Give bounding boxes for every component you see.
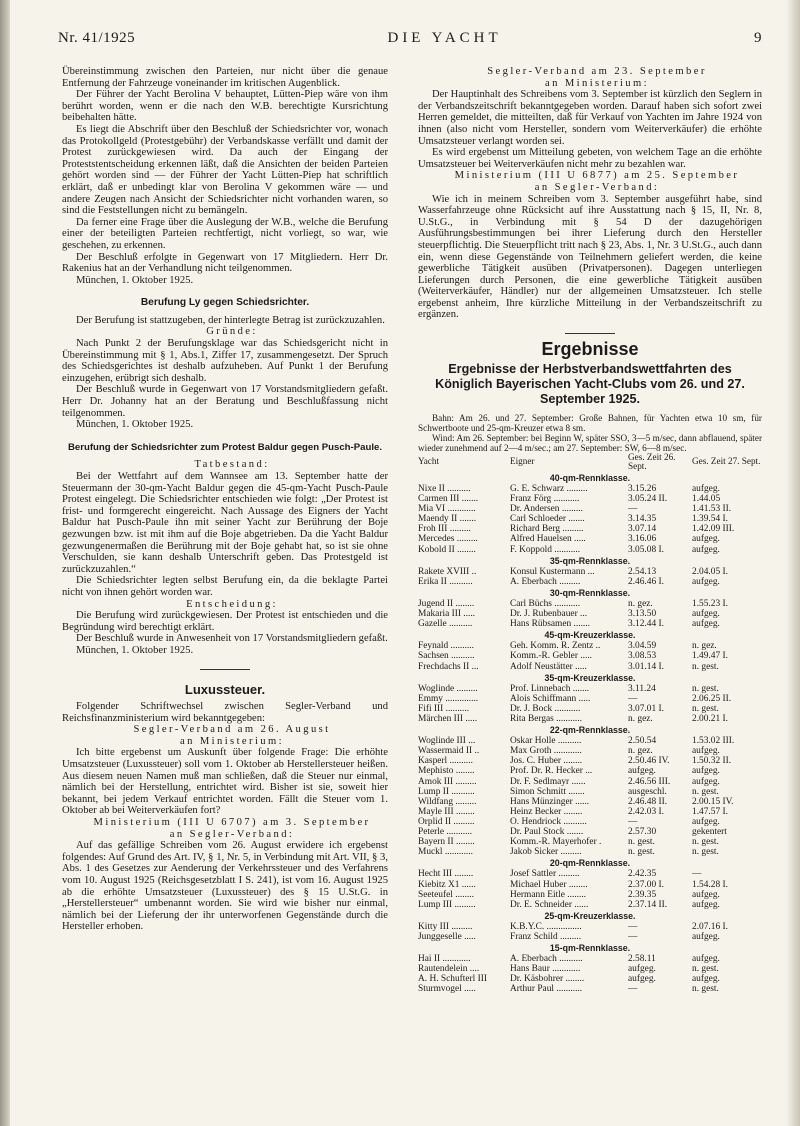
yacht-name: Peterle ...........: [418, 827, 473, 838]
class-heading-row: [418, 910, 762, 922]
paragraph: Der Beschluß wurde in Anwesenheit von 17 Vorstandsmitgliedern gefaßt.: [76, 633, 388, 645]
result-row: [418, 954, 762, 964]
time-27-sept: aufgeg.: [692, 619, 720, 630]
time-26-sept: 2.46.56 III.: [628, 776, 671, 787]
yacht-name: Jugend II ........: [418, 598, 475, 609]
yacht-name: A. H. Schufterl III: [418, 974, 487, 985]
time-26-sept: 3.13.50: [628, 609, 657, 620]
yacht-name: Carmen III .......: [418, 494, 479, 505]
time-26-sept: 3.05.08 I.: [628, 544, 664, 555]
subheading: Tatbestand:: [194, 459, 270, 471]
section-heading-luxussteuer: Luxussteuer.: [184, 681, 266, 697]
yacht-name: Maendy II .......: [418, 514, 477, 525]
result-row: [418, 641, 762, 651]
time-26-sept: 3.07.01 I.: [628, 703, 664, 714]
owner-name: Rita Bergas ...........: [510, 714, 582, 724]
paragraph: Es wird ergebenst um Mitteilung gebeten, von welchem Tage an die erhöhte Umsatzsteuer bei Weiterverkäufen nicht mehr zu bezahlen war.: [418, 147, 762, 170]
time-26-sept: ausgeschl.: [628, 786, 667, 797]
right-column: [418, 66, 762, 995]
yacht-name: Feynald ..........: [418, 641, 474, 652]
yacht-name: Mia VI ............: [418, 504, 476, 515]
divider: [565, 333, 615, 334]
time-27-sept: n. gest.: [692, 683, 719, 694]
class-heading: 22-qm-Rennklasse.: [549, 725, 631, 736]
result-row: [418, 922, 762, 932]
col-header: Yacht: [418, 456, 440, 467]
results-header-row: [418, 453, 762, 472]
time-26-sept: 2.50.54: [628, 736, 657, 747]
owner-name: A. Eberbach ..........: [510, 954, 583, 965]
owner-name: Alois Schiffmann .....: [510, 693, 591, 704]
class-heading-row: [418, 629, 762, 641]
time-26-sept: n. gez.: [628, 746, 653, 757]
time-27-sept: aufgeg.: [692, 931, 720, 942]
letter-heading: an Segler-Verband:: [169, 828, 295, 840]
time-27-sept: 1.50.32 II.: [692, 756, 732, 767]
result-row: [418, 777, 762, 787]
owner-name: Franz Schild .........: [510, 931, 582, 942]
yacht-name: Kasperl ..........: [418, 756, 473, 767]
yacht-name: Gazelle ..........: [418, 619, 473, 630]
class-heading: 45-qm-Kreuzerklasse.: [544, 630, 636, 641]
result-row: [418, 545, 762, 555]
yacht-name: Muckl ............: [418, 847, 473, 858]
owner-name: Max Groth ............: [510, 746, 582, 757]
subheading: Gründe:: [206, 326, 258, 338]
paragraph: Der Beschluß erfolgte in Gegenwart von 17 Mitgliedern. Herr Dr. Rakenius hat an der Verhandlung nicht teilgenommen.: [62, 251, 388, 275]
time-27-sept: 1.54.28 I.: [692, 879, 728, 890]
time-26-sept: 2.46.48 II.: [628, 796, 668, 807]
owner-name: Josef Sattler .........: [510, 869, 580, 880]
time-26-sept: aufgeg.: [628, 964, 656, 975]
owner-name: Hermann Eitle ........: [510, 889, 587, 900]
letter-heading: an Ministerium:: [180, 735, 284, 747]
owner-name: Dr. E. Schneider ......: [510, 899, 589, 910]
time-27-sept: 1.49.47 I.: [692, 651, 728, 662]
letter-heading: Segler-Verband am 26. August: [133, 724, 331, 736]
result-row: [418, 890, 762, 900]
yacht-name: Froh III .........: [418, 524, 471, 535]
time-27-sept: 1.44.05: [692, 494, 721, 505]
course-note: Bahn: Am 26. und 27. September: Große Bahnen, für Yachten etwa 10 sm, für Schwertboote und 25-qm-Kreuzer etwa 8 sm.: [418, 412, 762, 433]
wind-note: Wind: Am 26. September: bei Beginn W, später SSO, 3—5 m/sec, dann abflauend, später wieder zunehmend auf 2—4 m/sec.; am 27. September: SW, 6—8 m/sec.: [418, 432, 762, 453]
yacht-name: Mayle III ........: [418, 806, 475, 817]
result-row: [418, 984, 762, 994]
paragraph: Die Schiedsrichter legten selbst Berufung ein, da die beklagte Partei nicht von ihnen gehört worden war.: [62, 575, 388, 598]
owner-name: Heinz Becker ........: [510, 806, 583, 817]
result-row: [418, 619, 762, 629]
result-row: [418, 964, 762, 974]
time-27-sept: 1.53.02 III.: [692, 736, 735, 747]
time-26-sept: n. gest.: [628, 847, 655, 858]
time-26-sept: 2.46.46 I.: [628, 576, 664, 587]
time-27-sept: aufgeg.: [692, 576, 720, 587]
time-27-sept: 2.06.25 II.: [692, 693, 732, 704]
yacht-name: Mercedes .........: [418, 534, 478, 545]
owner-name: Richard Berg .........: [510, 524, 584, 535]
result-row: [418, 817, 762, 827]
paragraph: Der Hauptinhalt des Schreibens vom 3. September ist kürzlich den Seglern in der Verbandszeitschrift bekanntgegeben worden. Darauf haben sich sofort zwei Herren gemeldet, die mitteilten, daß für Verkauf von Yachten im Jahre 1924 von ihnen (also nicht vom Hersteller, sondern vom Weiterverkäufer) die erhöhte Umsatzsteuer verlangt worden sei.: [418, 89, 762, 147]
owner-name: Hans Baur ............: [510, 964, 581, 975]
page-binding-edge: [0, 0, 10, 1126]
result-row: [418, 932, 762, 942]
result-row: [418, 609, 762, 619]
result-row: [418, 900, 762, 910]
time-26-sept: 3.15.26: [628, 483, 657, 494]
owner-name: Dr. J. Rubenbauer ...: [510, 609, 588, 620]
page-number: 9: [753, 30, 762, 46]
result-row: [418, 766, 762, 776]
owner-name: Konsul Kustermann ...: [510, 566, 595, 577]
owner-name: Carl Schloeder .......: [510, 514, 585, 525]
time-27-sept: aufgeg.: [692, 974, 720, 985]
owner-name: Michael Huber ........: [510, 879, 588, 890]
owner-name: K.B.Y.C. ...............: [510, 921, 582, 932]
yacht-name: Wildfang .........: [418, 796, 477, 807]
yacht-name: Bayern II ........: [418, 837, 475, 848]
time-27-sept: aufgeg.: [692, 746, 720, 757]
owner-name: G. E. Schwarz .........: [510, 483, 588, 494]
yacht-name: Sturmvogel .....: [418, 984, 476, 995]
time-27-sept: 1.47.57 I.: [692, 806, 728, 817]
time-27-sept: aufgeg.: [692, 534, 720, 545]
page-header: [58, 30, 762, 50]
letter-heading: an Segler-Verband:: [534, 181, 660, 193]
letter-heading: Segler-Verband am 23. September: [487, 66, 707, 77]
result-row: [418, 524, 762, 534]
result-row: [418, 837, 762, 847]
time-26-sept: 2.58.11: [628, 954, 656, 965]
paragraph: Da ferner eine Frage über die Auslegung der W.B., welche die Berufung einer der beteiligten Parteien rechtfertigt, nicht vorliegt, so war, wie geschehen, zu erkennen.: [62, 216, 388, 251]
owner-name: Hans Rübsamen .......: [510, 619, 590, 630]
result-row: [418, 736, 762, 746]
yacht-name: Sachsen ..........: [418, 651, 475, 662]
owner-name: Alfred Hauelsen .....: [510, 534, 586, 545]
result-row: [418, 704, 762, 714]
time-26-sept: —: [628, 693, 638, 704]
class-heading: 40-qm-Rennklasse.: [549, 472, 631, 483]
time-27-sept: n. gest.: [692, 703, 719, 714]
result-row: [418, 787, 762, 797]
time-27-sept: 2.00.15 IV.: [692, 796, 734, 807]
time-26-sept: —: [628, 504, 638, 515]
owner-name: O. Hendriock ..........: [510, 816, 587, 827]
time-26-sept: 3.14.35: [628, 514, 657, 525]
result-row: [418, 514, 762, 524]
results-title: Ergebnisse der Herbstverbandswettfahrten des Königlich Bayerischen Yacht-Clubs vom 26. und 27. September 1925.: [435, 361, 745, 406]
owner-name: Dr. Andersen .........: [510, 504, 583, 515]
time-26-sept: —: [628, 921, 638, 932]
result-row: [418, 694, 762, 704]
yacht-name: Lump II ..........: [418, 786, 475, 797]
yacht-name: Frechdachs II ...: [418, 661, 479, 672]
time-27-sept: aufgeg.: [692, 816, 720, 827]
owner-name: Hans Münzinger ......: [510, 796, 590, 807]
yacht-name: Nixe II ..........: [418, 483, 471, 494]
result-row: [418, 746, 762, 756]
paragraph: Wie ich in meinem Schreiben vom 3. September ausgeführt habe, sind Wasserfahrzeuge ohne Rücksicht auf ihre Ausstattung nach § 15, II, Nr. 8, U.St.G., in Verbindung mit § 54 D der dazugehörigen Ausführungsbestimmungen bei ihrer Lieferung durch den Hersteller steuerpflichtig. Die Steuerpflicht tritt nach § 23, Abs. 1, Nr. 3 U.St.G., auch dann ein, wenn diese Gegenstände von Teilnehmern geliefert werden, die keine gewerbliche Tätigkeit ausüben (Privatpersonen). Dagegen unterliegen Lieferungen durch Personen, die eine gewerbliche Tätigkeit ausüben (Weiterverkäufer, Händler) nur der allgemeinen Umsatzsteuer. Ich stelle ergebenst anheim, Ihre kürzliche Mitteilung in der Verbandszeitschrift zu ergänzen.: [418, 193, 762, 321]
yacht-name: Emmy ..............: [418, 693, 479, 704]
paragraph: Die Berufung wird zurückgewiesen. Der Protest ist entschieden und die Begründung wird berechtigt erklärt.: [62, 610, 388, 633]
result-row: [418, 880, 762, 890]
class-heading: 20-qm-Rennklasse.: [549, 858, 631, 869]
time-26-sept: 2.37.00 I.: [628, 879, 664, 890]
owner-name: Simon Schmitt .......: [510, 786, 585, 797]
section-heading: Berufung Ly gegen Schiedsrichter.: [140, 297, 310, 309]
left-column: [62, 66, 388, 933]
paragraph: Bei der Wettfahrt auf dem Wannsee am 13. September hatte der Steuermann der 30-qm-Yacht Baldur gegen die 45-qm-Yacht Pusch-Paule Protest eingelegt. Die Schiedsrichter entschieden wie folgt: „Der Protest ist frist- und formgerecht eingereicht. Nach Aussage des Eigners der Yacht Baldur hat Pusch-Paule ihn mit seiner Yacht zur Berührung der Boje gezwungen bzw. ist mit ihm auf die Boje abgetrieben. Da die Yacht Baldur gezwungenermaßen die Berührung mit der Boje gehabt hat, so ist sie ohne Verschulden, sie kann deshalb Unterschrift geben. Das Protestgeld ist zurückzuzahlen.“: [62, 471, 388, 575]
result-row: [418, 869, 762, 879]
yacht-name: Kitty III .........: [418, 921, 473, 932]
yacht-name: Fifi III ..........: [418, 703, 470, 714]
time-26-sept: —: [628, 816, 638, 827]
owner-name: Prof. Dr. R. Hecker ...: [510, 766, 593, 777]
owner-name: Komm.-R. Mayerhofer .: [510, 837, 602, 848]
yacht-name: Wassermaid II ..: [418, 746, 480, 757]
magazine-title: DIE YACHT: [387, 30, 502, 46]
owner-name: Dr. F. Sedlmayr ......: [510, 776, 586, 787]
owner-name: Geh. Komm. R. Zentz ..: [510, 641, 601, 652]
time-27-sept: aufgeg.: [692, 609, 720, 620]
paragraph: Der Führer der Yacht Berolina V behauptet, Lütten-Piep wäre von ihm berührt worden, wenn er die nach den W.B. berechtigte Kursrichtung beibehalten hätte.: [62, 89, 388, 124]
time-27-sept: n. gest.: [692, 786, 719, 797]
class-heading: 35-qm-Kreuzerklasse.: [544, 672, 636, 683]
divider: [200, 669, 250, 670]
owner-name: Dr. Käsbohrer ........: [510, 974, 585, 985]
time-26-sept: aufgeg.: [628, 766, 656, 777]
time-27-sept: 1.41.53 II.: [692, 504, 732, 515]
yacht-name: Rakete XVIII ..: [418, 566, 477, 577]
section-heading: Berufung der Schiedsrichter zum Protest Baldur gegen Pusch-Paule.: [68, 441, 382, 453]
subheading: Entscheidung:: [186, 598, 278, 610]
result-row: [418, 651, 762, 661]
dateline: München, 1. Oktober 1925.: [76, 274, 194, 286]
result-row: [418, 504, 762, 514]
time-26-sept: aufgeg.: [628, 974, 656, 985]
letter-heading: an Ministerium:: [545, 77, 649, 89]
class-heading-row: [418, 472, 762, 484]
time-27-sept: aufgeg.: [692, 766, 720, 777]
time-26-sept: 2.50.46 IV.: [628, 756, 670, 767]
result-row: [418, 567, 762, 577]
results-table: [418, 453, 762, 995]
yacht-name: Erika II ..........: [418, 576, 473, 587]
result-row: [418, 494, 762, 504]
time-27-sept: 2.00.21 I.: [692, 714, 728, 724]
time-27-sept: aufgeg.: [692, 899, 720, 910]
paragraph: Folgender Schriftwechsel zwischen Segler-Verband und Reichsfinanzministerium wird bekanntgegeben:: [62, 701, 388, 724]
class-heading: 35-qm-Rennklasse.: [549, 555, 631, 566]
col-header: Eigner: [510, 456, 535, 467]
col-header: Ges. Zeit 27. Sept.: [692, 456, 761, 467]
time-27-sept: 1.55.23 I.: [692, 598, 728, 609]
class-heading-row: [418, 555, 762, 567]
yacht-name: Amok III .........: [418, 776, 477, 787]
dateline: München, 1. Oktober 1925.: [76, 644, 194, 656]
time-26-sept: 3.07.14: [628, 524, 657, 535]
letter-heading: Ministerium (III U 6707) am 3. September: [93, 817, 371, 829]
paragraph: Nach Punkt 2 der Berufungsklage war das Schiedsgericht nicht in Übereinstimmung mit § 1, Abs.1, Ziffer 17, zusammengesetzt. Der Spruch des Schiedsgerichtes ist deshalb aufzuheben. Auf Punkt 1 der Berufung einzugehen, erübrigt sich deshalb.: [62, 338, 388, 384]
class-heading-row: [418, 857, 762, 869]
col-header: Ges. Zeit 26. Sept.: [628, 451, 676, 472]
time-26-sept: 3.01.14 I.: [628, 661, 664, 672]
yacht-name: Mephisto ........: [418, 766, 475, 777]
time-26-sept: 3.12.44 I.: [628, 619, 664, 630]
paragraph: Übereinstimmung zwischen den Parteien, nur nicht über die genaue Entfernung der Fahrzeuge voneinander im kritischen Augenblick.: [62, 66, 388, 89]
class-heading: 25-qm-Kreuzerklasse.: [544, 910, 636, 921]
result-row: [418, 577, 762, 587]
yacht-name: Hai II ............: [418, 954, 471, 965]
time-27-sept: aufgeg.: [692, 776, 720, 787]
time-26-sept: —: [628, 984, 638, 995]
paragraph: Der Beschluß wurde in Gegenwart von 17 Vorstandsmitgliedern gefaßt. Herr Dr. Johanny hat an der Beratung und Beschlußfassung nicht teilgenommen.: [62, 384, 388, 419]
time-26-sept: 2.42.03 I.: [628, 806, 664, 817]
yacht-name: Kiebitz X1 ......: [418, 879, 476, 890]
dateline: München, 1. Oktober 1925.: [76, 419, 194, 431]
time-27-sept: gekentert: [692, 827, 727, 838]
owner-name: Jos. C. Huber ........: [510, 756, 583, 767]
time-27-sept: aufgeg.: [692, 483, 720, 494]
owner-name: Prof. Linnebach .......: [510, 683, 590, 694]
result-row: [418, 847, 762, 857]
result-row: [418, 599, 762, 609]
owner-name: F. Koppold ...........: [510, 544, 581, 555]
time-27-sept: 2.04.05 I.: [692, 566, 728, 577]
owner-name: Jakob Sicker .........: [510, 847, 582, 858]
class-heading: 15-qm-Rennklasse.: [549, 943, 631, 954]
time-26-sept: 3.05.24 II.: [628, 494, 668, 505]
class-heading-row: [418, 587, 762, 599]
owner-name: A. Eberbach .........: [510, 576, 581, 587]
time-26-sept: n. gest.: [628, 837, 655, 848]
result-row: [418, 756, 762, 766]
time-26-sept: 3.08.53: [628, 651, 657, 662]
paragraph: Es liegt die Abschrift über den Beschluß der Schiedsrichter vor, wonach das Protokollgeld (Protestgebühr) der Verbandskasse verfällt und damit der Protest zurückgewiesen wird. Da auch der Eingang der Proteststentscheidung erkennen läßt, daß die Ansichten der beiden Parteien gehört worden sind — der Führer der Yacht Lütten-Piep hat schriftlich erklärt, daß er unbedingt klar von Berolina V gekommen wäre — und andere Zeugen nach Ansicht der Schiedsrichter nicht vorhanden waren, so sind die Feststellungen nicht zu bemängeln.: [62, 123, 388, 217]
owner-name: Komm.-R. Gebler .....: [510, 651, 593, 662]
time-27-sept: 1.42.09 III.: [692, 524, 735, 535]
issue-number: Nr. 41/1925: [58, 30, 136, 46]
time-26-sept: 2.39.35: [628, 889, 657, 900]
time-27-sept: n. gest.: [692, 661, 719, 672]
time-27-sept: n. gest.: [692, 964, 719, 975]
yacht-name: Woglinde III ...: [418, 736, 476, 747]
result-row: [418, 684, 762, 694]
time-27-sept: 1.39.54 I.: [692, 514, 728, 525]
class-heading-row: [418, 724, 762, 736]
time-26-sept: —: [628, 931, 638, 942]
yacht-name: Lump III .........: [418, 899, 476, 910]
section-heading-ergebnisse: Ergebnisse: [541, 339, 639, 360]
time-27-sept: 2.07.16 I.: [692, 921, 728, 932]
paragraph: Ich bitte ergebenst um Auskunft über folgende Frage: Die erhöhte Umsatzsteuer (Luxussteuer) soll vom 1. Oktober ab Herstellersteuer heißen. Aus diesem neuen Namen muß man schließen, daß die Steuer nur einmal, nämlich bei der Herstellung, entrichtet wird. Bisher ist sie, soweit hier bekannt, bei jedem Verkauf entrichtet worden. Fällt die Steuer vom 1. Oktober ab bei Weiterverkäufen fort?: [62, 747, 388, 817]
yacht-name: Hecht III ........: [418, 869, 474, 880]
time-26-sept: 2.57.30: [628, 827, 657, 838]
yacht-name: Makaria III .....: [418, 609, 476, 620]
class-heading-row: [418, 942, 762, 954]
time-26-sept: 2.54.13: [628, 566, 657, 577]
time-27-sept: —: [692, 869, 702, 880]
yacht-name: Orplid II .........: [418, 816, 475, 827]
time-26-sept: 3.11.24: [628, 683, 656, 694]
owner-name: Franz Förg ...........: [510, 494, 580, 505]
time-26-sept: 3.16.06: [628, 534, 657, 545]
time-27-sept: n. gest.: [692, 847, 719, 858]
time-27-sept: aufgeg.: [692, 954, 720, 965]
owner-name: Arthur Paul ...........: [510, 984, 583, 995]
result-row: [418, 974, 762, 984]
time-27-sept: aufgeg.: [692, 544, 720, 555]
yacht-name: Märchen III .....: [418, 714, 478, 724]
owner-name: Adolf Neustätter .....: [510, 661, 587, 672]
class-heading: 30-qm-Rennklasse.: [549, 587, 631, 598]
yacht-name: Seeteufel ........: [418, 889, 474, 900]
owner-name: Dr. J. Bock ...........: [510, 703, 581, 714]
time-27-sept: n. gez.: [692, 641, 717, 652]
letter-heading: Ministerium (III U 6877) am 25. September: [454, 170, 740, 182]
time-26-sept: 3.04.59: [628, 641, 657, 652]
time-26-sept: 2.37.14 II.: [628, 899, 668, 910]
page-right-edge: [786, 0, 800, 1126]
yacht-name: Kobold II ........: [418, 544, 476, 555]
time-26-sept: 2.42.35: [628, 869, 657, 880]
paragraph: Auf das gefällige Schreiben vom 26. August erwidere ich ergebenst folgendes: Auf Grund des Art. IV, § 1, Nr. 5, in Verbindung mit Art. VII, § 3, Abs. 1 des Gesetzes zur Aenderung der Verkehrssteuer und des Verfahrens vom 10. August 1925 (Reichsgesetzblatt I S. 241), ist vom 16. August 1925 ab die erhöhte Umsatzsteuer (Luxussteuer) des § 15 U.St.G. in „Herstellersteuer“ umbenannt worden. Sie wird wie bisher nur einmal, nämlich bei der Lieferung der ihr unterworfenen Gegenstände durch die Hersteller erhoben.: [62, 840, 388, 933]
result-row: [418, 714, 762, 724]
time-26-sept: n. gez.: [628, 714, 653, 724]
owner-name: Carl Büchs ...........: [510, 598, 581, 609]
yacht-name: Junggeselle .....: [418, 931, 476, 942]
owner-name: Dr. Paul Stock .......: [510, 827, 584, 838]
result-row: [418, 534, 762, 544]
paragraph: Der Berufung ist stattzugeben, der hinterlegte Betrag ist zurückzuzahlen.: [76, 314, 385, 326]
owner-name: Oskar Holle ..........: [510, 736, 582, 747]
result-row: [418, 797, 762, 807]
result-row: [418, 807, 762, 817]
result-row: [418, 484, 762, 494]
time-26-sept: n. gez.: [628, 598, 653, 609]
class-heading-row: [418, 672, 762, 684]
time-27-sept: n. gest.: [692, 837, 719, 848]
time-27-sept: n. gest.: [692, 984, 719, 995]
yacht-name: Woglinde .........: [418, 683, 478, 694]
result-row: [418, 662, 762, 672]
result-row: [418, 827, 762, 837]
time-27-sept: aufgeg.: [692, 889, 720, 900]
yacht-name: Rautendelein ....: [418, 964, 480, 975]
